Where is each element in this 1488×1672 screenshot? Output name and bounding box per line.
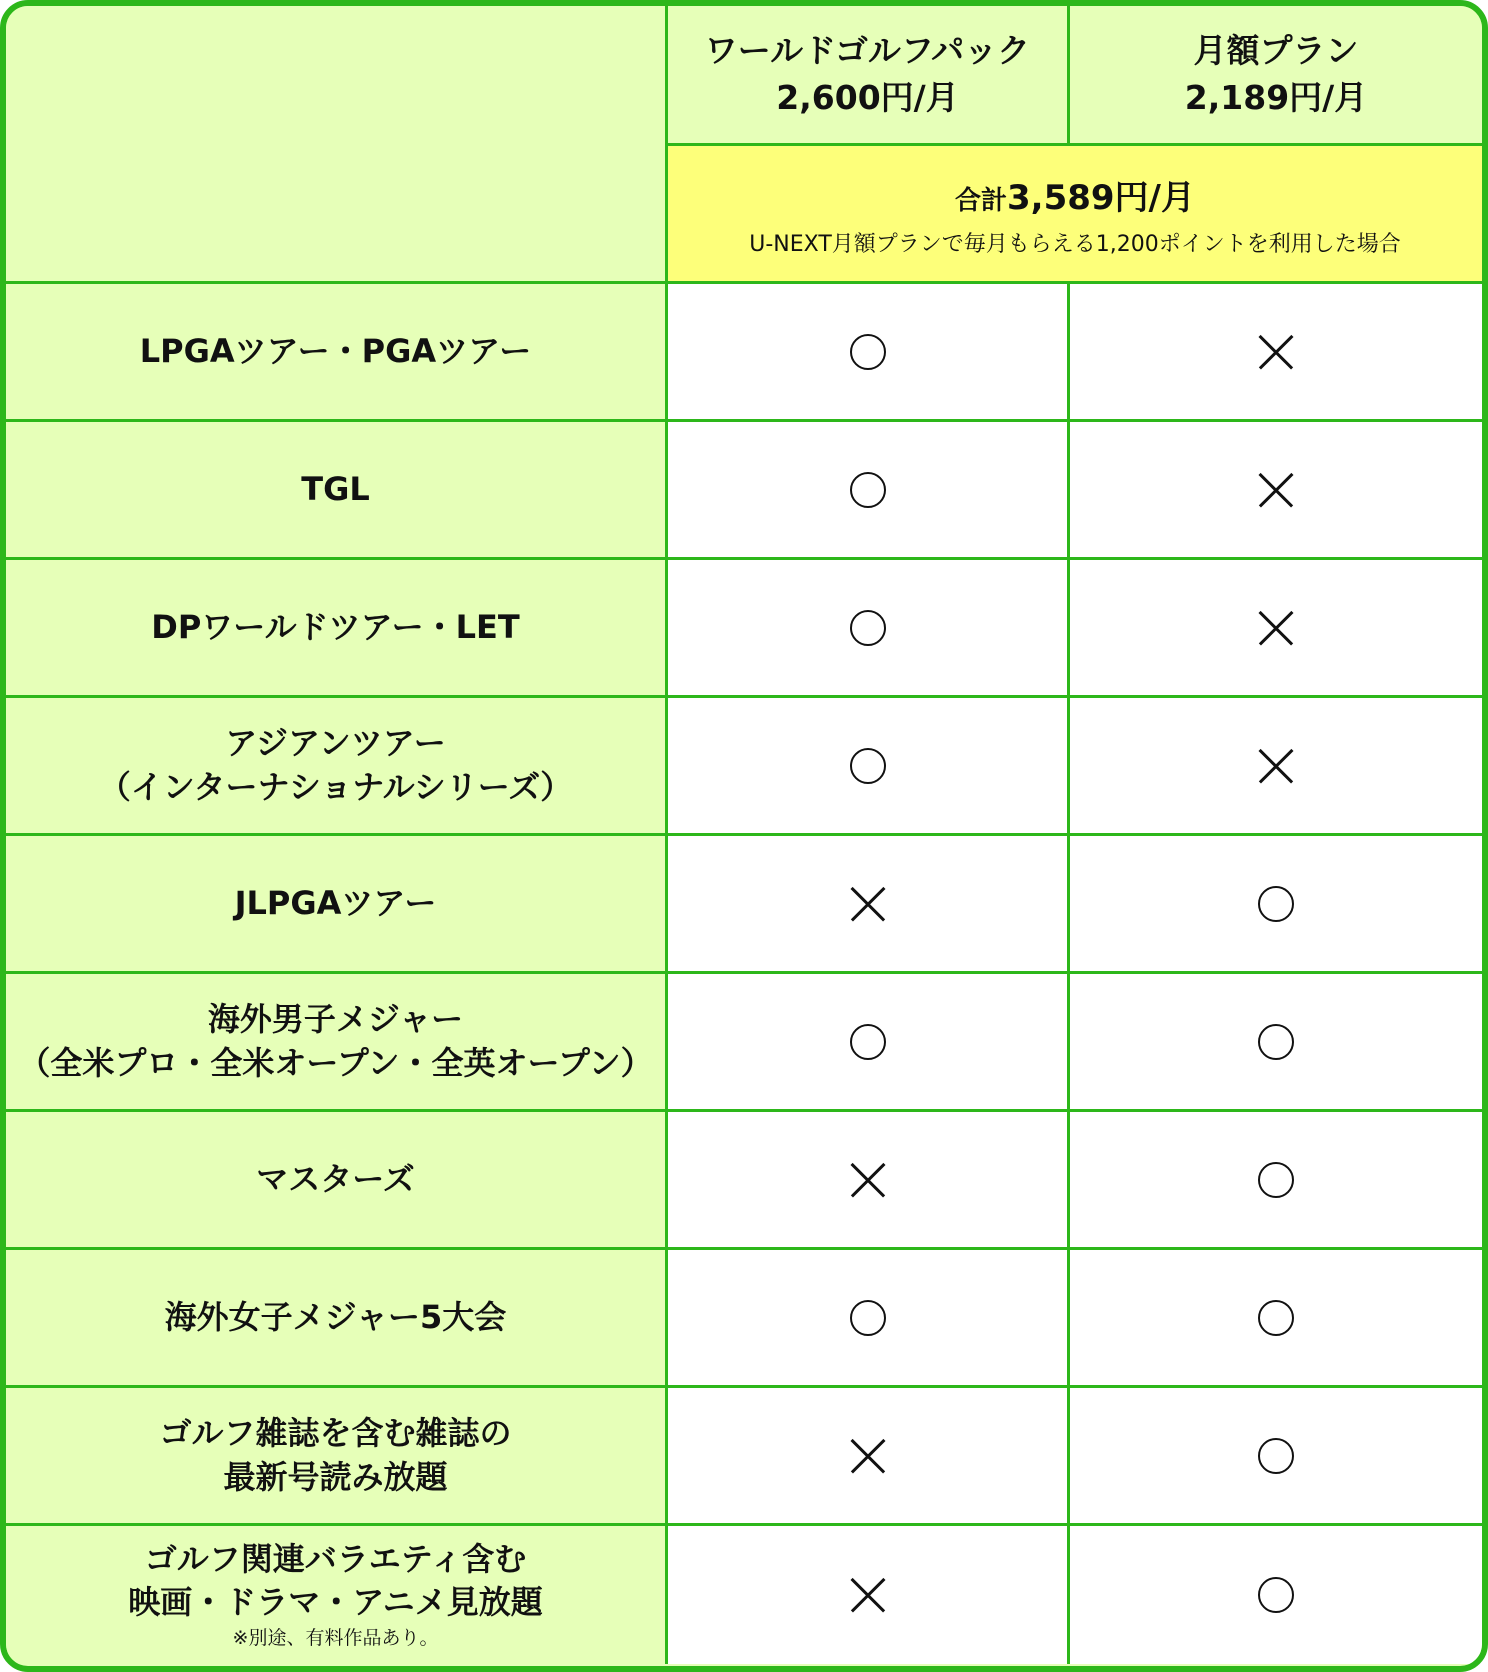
row-label-line: ゴルフ雑誌を含む雑誌の bbox=[159, 1414, 512, 1453]
row-label-line: マスターズ bbox=[256, 1159, 415, 1198]
cross-mark-icon bbox=[1258, 610, 1294, 646]
plan-name: 月額プラン bbox=[1193, 31, 1359, 71]
row-label-line: 海外女子メジャー5大会 bbox=[164, 1297, 507, 1336]
circle-mark-icon bbox=[1258, 1438, 1294, 1474]
row-label bbox=[6, 1250, 668, 1388]
row-label bbox=[6, 1526, 668, 1664]
row-label bbox=[6, 836, 668, 974]
availability-cell bbox=[1070, 422, 1482, 560]
row-label-line: LPGAツアー・PGAツアー bbox=[139, 331, 532, 370]
availability-cell bbox=[668, 422, 1070, 560]
availability-cell bbox=[668, 698, 1070, 836]
circle-mark-icon bbox=[850, 334, 886, 370]
corner-cell bbox=[6, 6, 668, 284]
row-label bbox=[6, 560, 668, 698]
availability-cell bbox=[1070, 560, 1482, 698]
plan-name: ワールドゴルフパック bbox=[704, 31, 1031, 71]
cross-mark-icon bbox=[1258, 748, 1294, 784]
circle-mark-icon bbox=[850, 1300, 886, 1336]
availability-cell bbox=[668, 974, 1070, 1112]
circle-mark-icon bbox=[850, 1024, 886, 1060]
total-prefix: 合計 bbox=[955, 185, 1008, 216]
availability-cell bbox=[668, 1388, 1070, 1526]
row-label bbox=[6, 1112, 668, 1250]
availability-cell bbox=[668, 284, 1070, 422]
row-label-line: TGL bbox=[301, 469, 370, 508]
cross-mark-icon bbox=[850, 886, 886, 922]
total-price-banner bbox=[668, 146, 1482, 284]
plan-header-monthly bbox=[1070, 6, 1482, 146]
availability-cell bbox=[1070, 974, 1482, 1112]
row-label bbox=[6, 698, 668, 836]
availability-cell bbox=[668, 1112, 1070, 1250]
total-note: U-NEXT月額プランで毎月もらえる1,200ポイントを利用した場合 bbox=[749, 231, 1401, 257]
availability-cell bbox=[668, 1526, 1070, 1664]
plan-header-world-golf bbox=[668, 6, 1070, 146]
row-label-line: 最新号読み放題 bbox=[223, 1457, 448, 1496]
availability-cell bbox=[1070, 1388, 1482, 1526]
row-label bbox=[6, 422, 668, 560]
cross-mark-icon bbox=[1258, 334, 1294, 370]
availability-cell bbox=[1070, 1250, 1482, 1388]
circle-mark-icon bbox=[850, 472, 886, 508]
row-label-line: （インターナショナルシリーズ） bbox=[98, 767, 573, 806]
row-note: ※別途、有料作品あり。 bbox=[232, 1627, 439, 1650]
availability-cell bbox=[668, 836, 1070, 974]
circle-mark-icon bbox=[850, 748, 886, 784]
availability-cell bbox=[1070, 284, 1482, 422]
circle-mark-icon bbox=[1258, 1162, 1294, 1198]
row-label bbox=[6, 1388, 668, 1526]
row-label-line: JLPGAツアー bbox=[234, 883, 437, 922]
row-label-line: アジアンツアー bbox=[225, 724, 446, 763]
circle-mark-icon bbox=[1258, 886, 1294, 922]
row-label-line: 映画・ドラマ・アニメ見放題 bbox=[128, 1583, 543, 1622]
circle-mark-icon bbox=[1258, 1577, 1294, 1613]
plan-price: 2,189円/月 bbox=[1184, 77, 1368, 117]
availability-cell bbox=[1070, 1112, 1482, 1250]
cross-mark-icon bbox=[850, 1438, 886, 1474]
row-label-line: （全米プロ・全米オープン・全英オープン） bbox=[18, 1043, 653, 1082]
availability-cell bbox=[1070, 698, 1482, 836]
total-line bbox=[955, 170, 1195, 219]
circle-mark-icon bbox=[850, 610, 886, 646]
row-label-line: DPワールドツアー・LET bbox=[151, 607, 520, 646]
availability-cell bbox=[668, 1250, 1070, 1388]
row-label-line: 海外男子メジャー bbox=[207, 1000, 464, 1039]
cross-mark-icon bbox=[1258, 472, 1294, 508]
row-label bbox=[6, 284, 668, 422]
total-amount: 3,589円/月 bbox=[1007, 177, 1195, 218]
row-label-line: ゴルフ関連バラエティ含む bbox=[144, 1539, 527, 1578]
availability-cell bbox=[1070, 1526, 1482, 1664]
cross-mark-icon bbox=[850, 1577, 886, 1613]
availability-cell bbox=[668, 560, 1070, 698]
circle-mark-icon bbox=[1258, 1300, 1294, 1336]
availability-cell bbox=[1070, 836, 1482, 974]
cross-mark-icon bbox=[850, 1162, 886, 1198]
circle-mark-icon bbox=[1258, 1024, 1294, 1060]
table-grid bbox=[6, 6, 1482, 1666]
plan-price: 2,600円/月 bbox=[776, 77, 959, 117]
row-label bbox=[6, 974, 668, 1112]
